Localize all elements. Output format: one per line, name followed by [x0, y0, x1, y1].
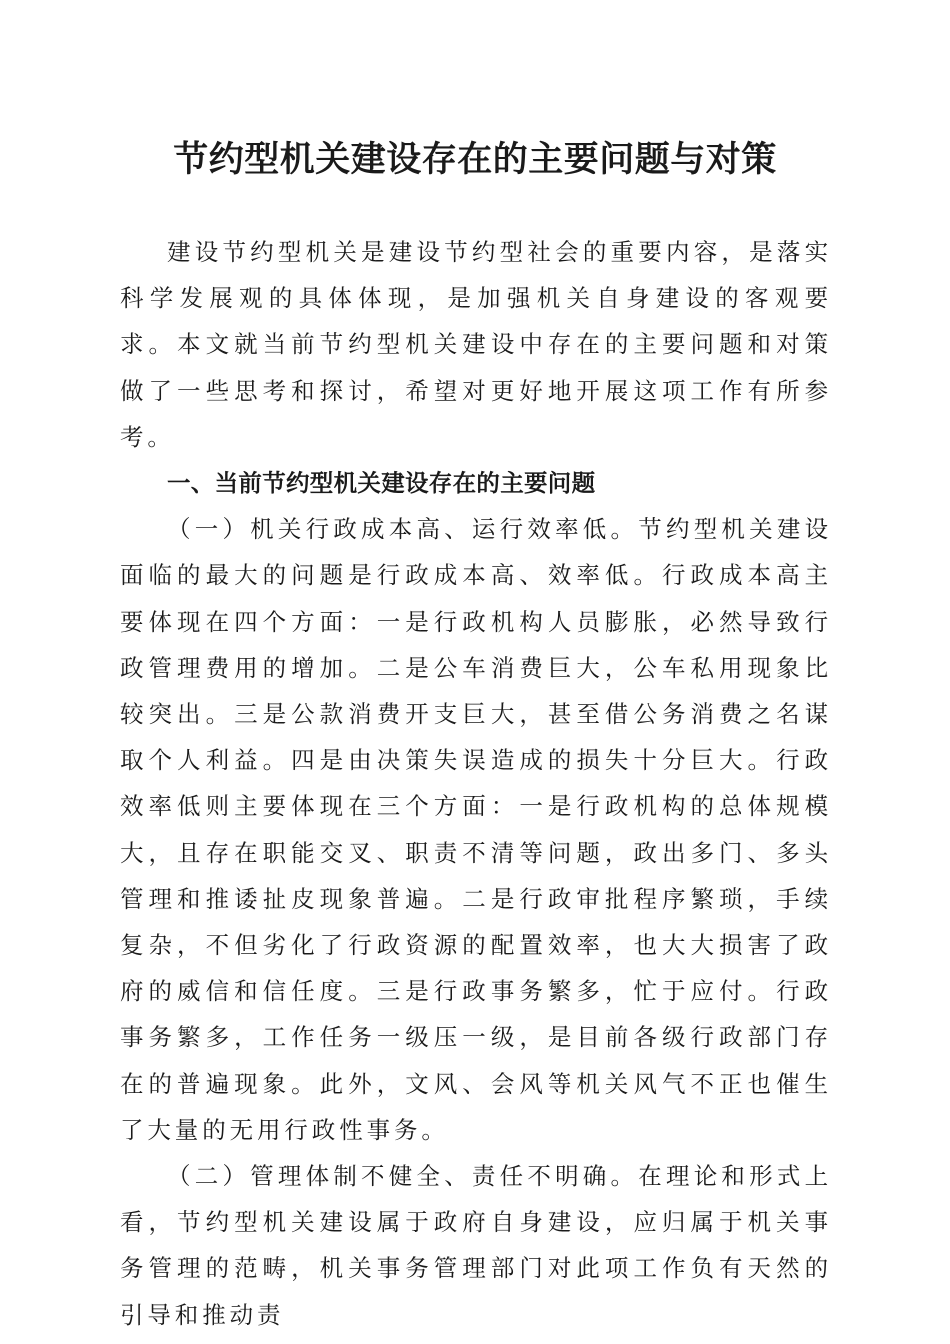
subsection-paragraph-1 [120, 506, 832, 1153]
subsection-lead-1: （一）机关行政成本高、运行效率低。 [167, 515, 639, 544]
document-body [120, 229, 832, 1338]
subsection-paragraph-2 [120, 1153, 832, 1338]
subsection-text-2: 在理论和形式上看，节约型机关建设属于政府自身建设，应归属于机关事务管理的范畴，机关事务管理部门对此项工作负有天然的引导和推动责 [120, 1162, 832, 1329]
intro-paragraph: 建设节约型机关是建设节约型社会的重要内容，是落实科学发展观的具体体现，是加强机关自身建设的客观要求。本文就当前节约型机关建设中存在的主要问题和对策做了一些思考和探讨，希望对更好地开展这项工作有所参考。 [120, 238, 832, 451]
subsection-text-1: 节约型机关建设面临的最大的问题是行政成本高、效率低。行政成本高主要体现在四个方面：一是行政机构人员膨胀，必然导致行政管理费用的增加。二是公车消费巨大，公车私用现象比较突出。三是公款消费开支巨大，甚至借公务消费之名谋取个人利益。四是由决策失误造成的损失十分巨大。行政效率低则主要体现在三个方面：一是行政机构的总体规模大，且存在职能交叉、职责不清等问题，政出多门、多头管理和推诿扯皮现象普遍。二是行政审批程序繁琐，手续复杂，不但劣化了行政资源的配置效率，也大大损害了政府的威信和信任度。三是行政事务繁多，忙于应付。行政事务繁多，工作任务一级压一级，是目前各级行政部门存在的普遍现象。此外，文风、会风等机关风气不正也催生了大量的无用行政性事务。 [120, 515, 832, 1144]
subsection-lead-2: （二）管理体制不健全、责任不明确。 [167, 1162, 639, 1191]
document-title: 节约型机关建设存在的主要问题与对策 [173, 139, 777, 180]
section-heading-1: 一、当前节约型机关建设存在的主要问题 [167, 469, 596, 498]
